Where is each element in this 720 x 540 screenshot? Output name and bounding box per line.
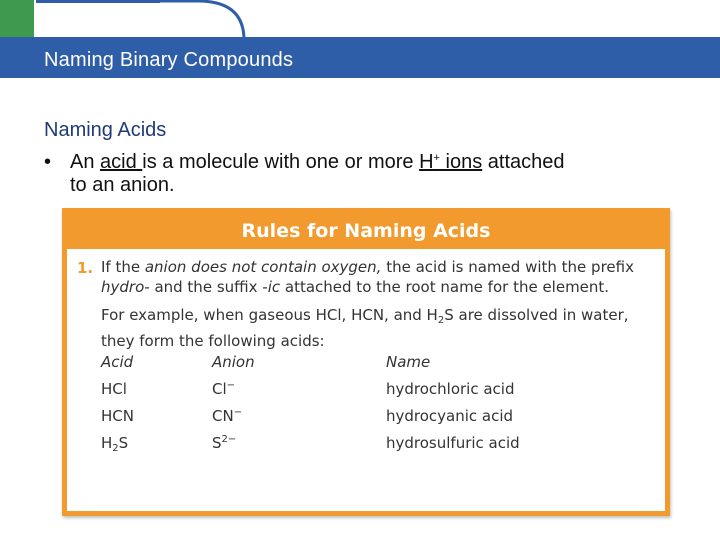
bullet-text: • An acid is a molecule with one or more H+ ions attached <box>44 145 694 176</box>
rules-title: Rules for Naming Acids <box>241 220 491 242</box>
anion-formula: CN− <box>212 407 243 425</box>
acid-formula: HCl <box>101 380 127 398</box>
acid-name: hydrochloric acid <box>386 380 515 398</box>
column-header: Acid <box>101 353 134 371</box>
rule-number: 1. <box>77 259 94 277</box>
acid-name: hydrosulfuric acid <box>386 434 520 452</box>
section-title: Naming Acids <box>44 119 167 141</box>
rules-box <box>62 208 670 516</box>
top-accent-line <box>36 0 160 3</box>
acid-term: acid <box>100 151 143 173</box>
rule-text: If the anion does not contain oxygen, the acid is named with the prefix hydro- and the suffix -ic attached to the root name for the element. <box>101 258 634 296</box>
h-ion-term: H+ ions <box>419 151 483 173</box>
column-header: Name <box>386 353 431 371</box>
column-header: Anion <box>212 353 255 371</box>
acid-formula: HCN <box>101 407 134 425</box>
bullet-icon: • <box>44 151 52 173</box>
slide-title: Naming Binary Compounds <box>44 49 294 71</box>
corner-square <box>0 0 34 37</box>
bullet-continuation: to an anion. <box>70 174 175 196</box>
anion-formula: Cl− <box>212 380 236 398</box>
acid-formula: $H_2S$ <box>101 434 129 454</box>
acid-name: hydrocyanic acid <box>386 407 514 425</box>
anion-formula: $S^{2-}$ <box>212 434 237 452</box>
header-curve <box>158 0 246 40</box>
example-text: For example, when gaseous HCl, HCN, and $H_2S$ are dissolved in water, they form the following acids: <box>101 306 629 350</box>
